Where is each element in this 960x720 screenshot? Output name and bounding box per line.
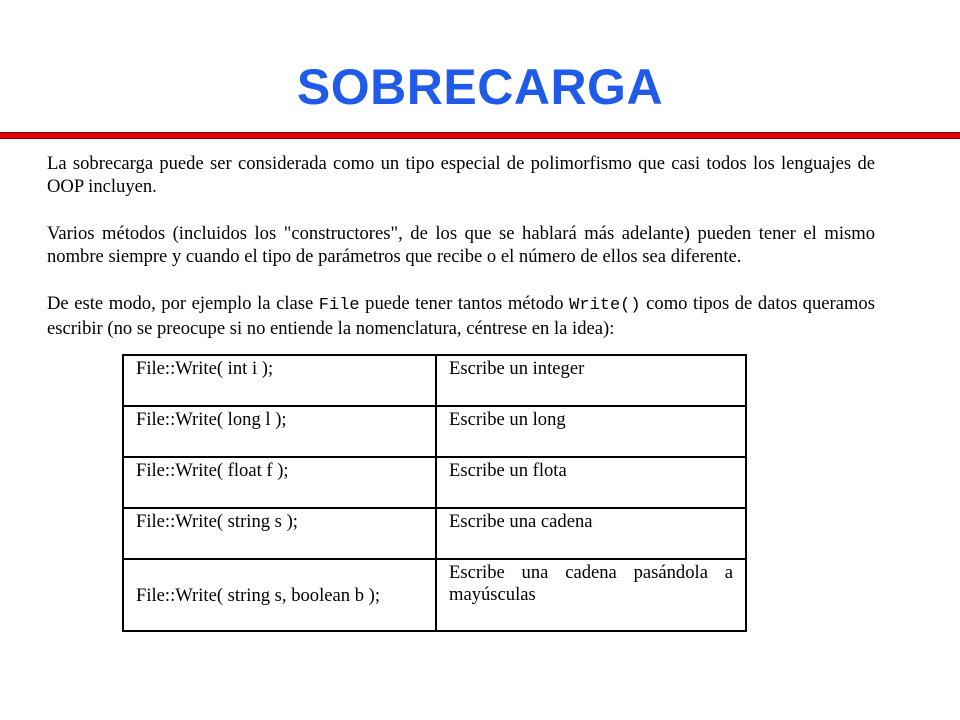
signature-cell: File::Write( long l ); xyxy=(123,406,436,457)
description-cell: Escribe un flota xyxy=(436,457,746,508)
slide-body xyxy=(47,152,875,364)
signature-cell: File::Write( float f ); xyxy=(123,457,436,508)
signature-cell: File::Write( string s ); xyxy=(123,508,436,559)
description-cell: Escribe una cadena xyxy=(436,508,746,559)
description-cell: Escribe un integer xyxy=(436,355,746,406)
slide-title: SOBRECARGA xyxy=(296,59,664,115)
paragraph-text: como tipos de datos queramos escribir (no se preocupe si no entiende la nomenclatura, céntrese en la idea): xyxy=(47,293,875,339)
code-method-name: Write() xyxy=(569,296,641,315)
description-cell: Escribe un long xyxy=(436,406,746,457)
paragraph-overloading-definition: La sobrecarga puede ser considerada como un tipo especial de polimorfismo que casi todos los lenguajes de OOP incluyen. xyxy=(47,153,875,197)
title-divider xyxy=(0,132,960,139)
table-row xyxy=(123,508,746,559)
table-row xyxy=(123,559,746,631)
table-row xyxy=(123,457,746,508)
paragraph-file-example xyxy=(47,292,875,340)
signature-cell: File::Write( int i ); xyxy=(123,355,436,406)
code-class-name: File xyxy=(318,296,360,315)
signature-cell: File::Write( string s, boolean b ); xyxy=(123,559,436,631)
overload-table xyxy=(122,354,747,632)
paragraph-same-name-methods: Varios métodos (incluidos los "constructores", de los que se hablará más adelante) pueden tener el mismo nombre siempre y cuando el tipo de parámetros que recibe o el número de ellos sea diferente. xyxy=(47,223,875,267)
table-row xyxy=(123,406,746,457)
paragraph-text: De este modo, por ejemplo la clase xyxy=(47,293,319,314)
paragraph-text: puede tener tantos método xyxy=(359,293,570,314)
table-row xyxy=(123,355,746,406)
description-cell: Escribe una cadena pasándola a mayúsculas xyxy=(436,559,746,631)
